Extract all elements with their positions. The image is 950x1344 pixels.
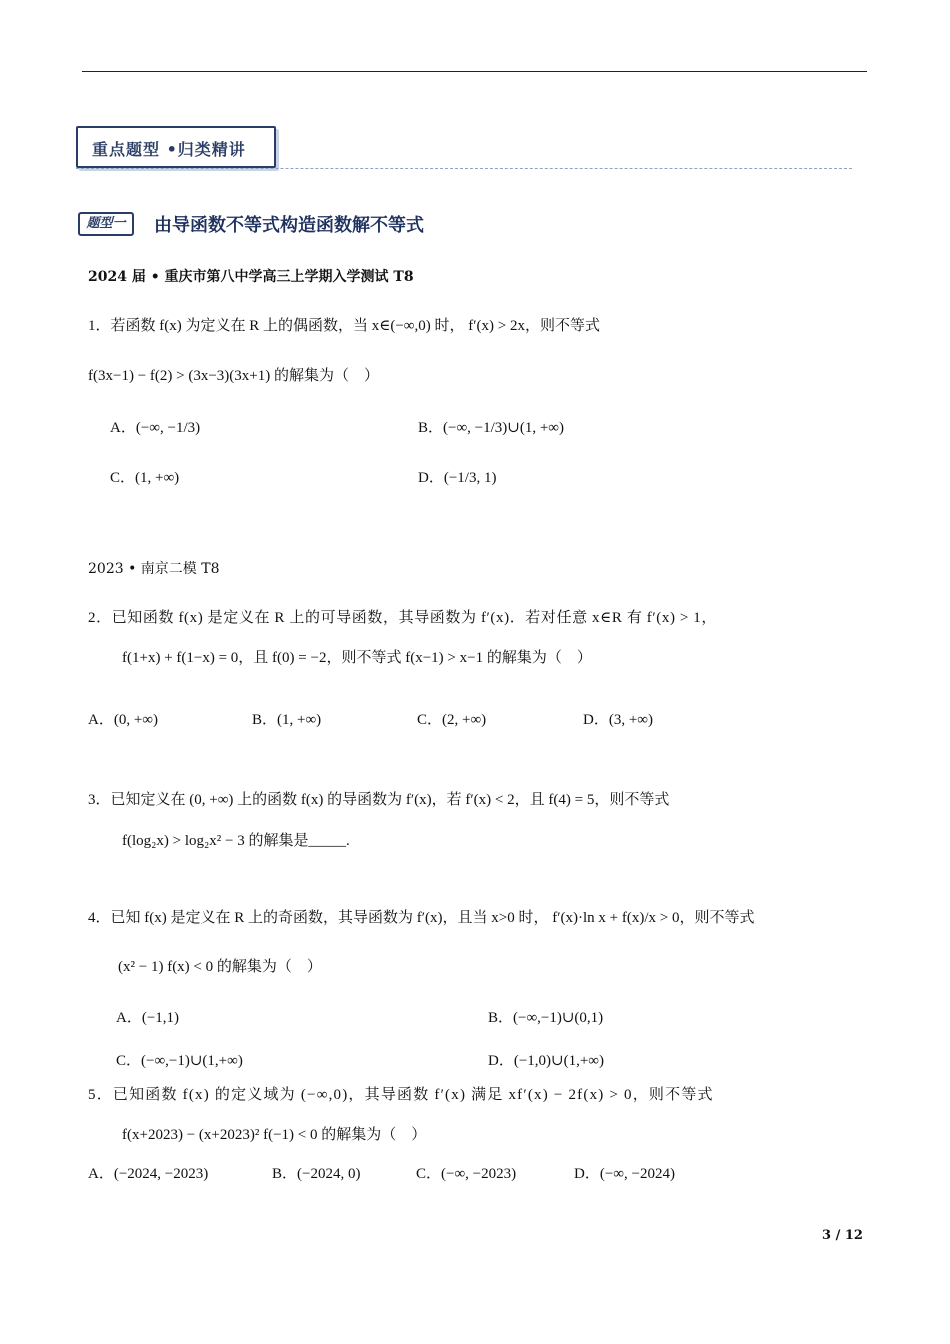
q2-line1: 2．已知函数 f(x) 是定义在 R 上的可导函数，其导函数为 f′(x)．若对任意 x∈R 有 f′(x) > 1， bbox=[88, 610, 717, 626]
q1-option-c: C．(1, +∞) bbox=[110, 470, 180, 486]
q1-source: 2024 届 • 重庆市第八中学高三上学期入学测试 T8 bbox=[88, 269, 414, 285]
q1-option-d: D．(−1/3, 1) bbox=[418, 470, 497, 486]
q2-option-b: B．(1, +∞) bbox=[252, 712, 322, 728]
q2-line2: f(1+x) + f(1−x) = 0，且 f(0) = −2，则不等式 f(x−1) > x−1 的解集为（ ） bbox=[122, 650, 592, 666]
q5-option-d: D．(−∞, −2024) bbox=[574, 1166, 675, 1182]
q4-line2: (x² − 1) f(x) < 0 的解集为（ ） bbox=[118, 959, 322, 975]
q2-option-a: A．(0, +∞) bbox=[88, 712, 158, 728]
q5-line1: 5．已知函数 f(x) 的定义域为 (−∞,0)，其导函数 f′(x) 满足 xf′(x) − 2f(x) > 0，则不等式 bbox=[88, 1087, 714, 1103]
q4-option-b: B．(−∞,−1)∪(0,1) bbox=[488, 1010, 604, 1026]
q5-option-c: C．(−∞, −2023) bbox=[416, 1166, 517, 1182]
q1-option-a: A．(−∞, −1/3) bbox=[110, 420, 201, 436]
header-rule bbox=[82, 71, 867, 72]
q1-option-b: B．(−∞, −1/3)∪(1, +∞) bbox=[418, 420, 564, 436]
q1-line2: f(3x−1) − f(2) > (3x−3)(3x+1) 的解集为（ ） bbox=[88, 368, 379, 384]
q5-line2: f(x+2023) − (x+2023)² f(−1) < 0 的解集为（ ） bbox=[122, 1127, 427, 1143]
q4-option-a: A．(−1,1) bbox=[116, 1010, 180, 1026]
section-title: 重点题型 •归类精讲 bbox=[92, 140, 246, 159]
page-number: 3 / 12 bbox=[822, 1228, 863, 1243]
q2-option-d: D．(3, +∞) bbox=[583, 712, 653, 728]
topic-title: 由导函数不等式构造函数解不等式 bbox=[154, 215, 424, 236]
q3-line2: f(log₂x) > log₂x² − 3 的解集是_____. bbox=[122, 833, 350, 849]
q2-source: 2023 • 南京二模 T8 bbox=[88, 561, 220, 577]
q4-line1: 4．已知 f(x) 是定义在 R 上的奇函数，其导函数为 f′(x)，且当 x>0 时， f′(x)·ln x + f(x)/x > 0，则不等式 bbox=[88, 910, 755, 926]
q2-option-c: C．(2, +∞) bbox=[417, 712, 487, 728]
q3-line1: 3．已知定义在 (0, +∞) 上的函数 f(x) 的导函数为 f′(x)，若 f′(x) < 2，且 f(4) = 5，则不等式 bbox=[88, 792, 670, 808]
q5-option-a: A．(−2024, −2023) bbox=[88, 1166, 209, 1182]
topic-tag: 题型一 bbox=[78, 212, 134, 236]
q5-option-b: B．(−2024, 0) bbox=[272, 1166, 361, 1182]
q4-option-d: D．(−1,0)∪(1,+∞) bbox=[488, 1053, 604, 1069]
q1-line1: 1．若函数 f(x) 为定义在 R 上的偶函数，当 x∈(−∞,0) 时， f′(x) > 2x，则不等式 bbox=[88, 318, 600, 334]
q4-option-c: C．(−∞,−1)∪(1,+∞) bbox=[116, 1053, 243, 1069]
section-divider bbox=[76, 168, 852, 169]
